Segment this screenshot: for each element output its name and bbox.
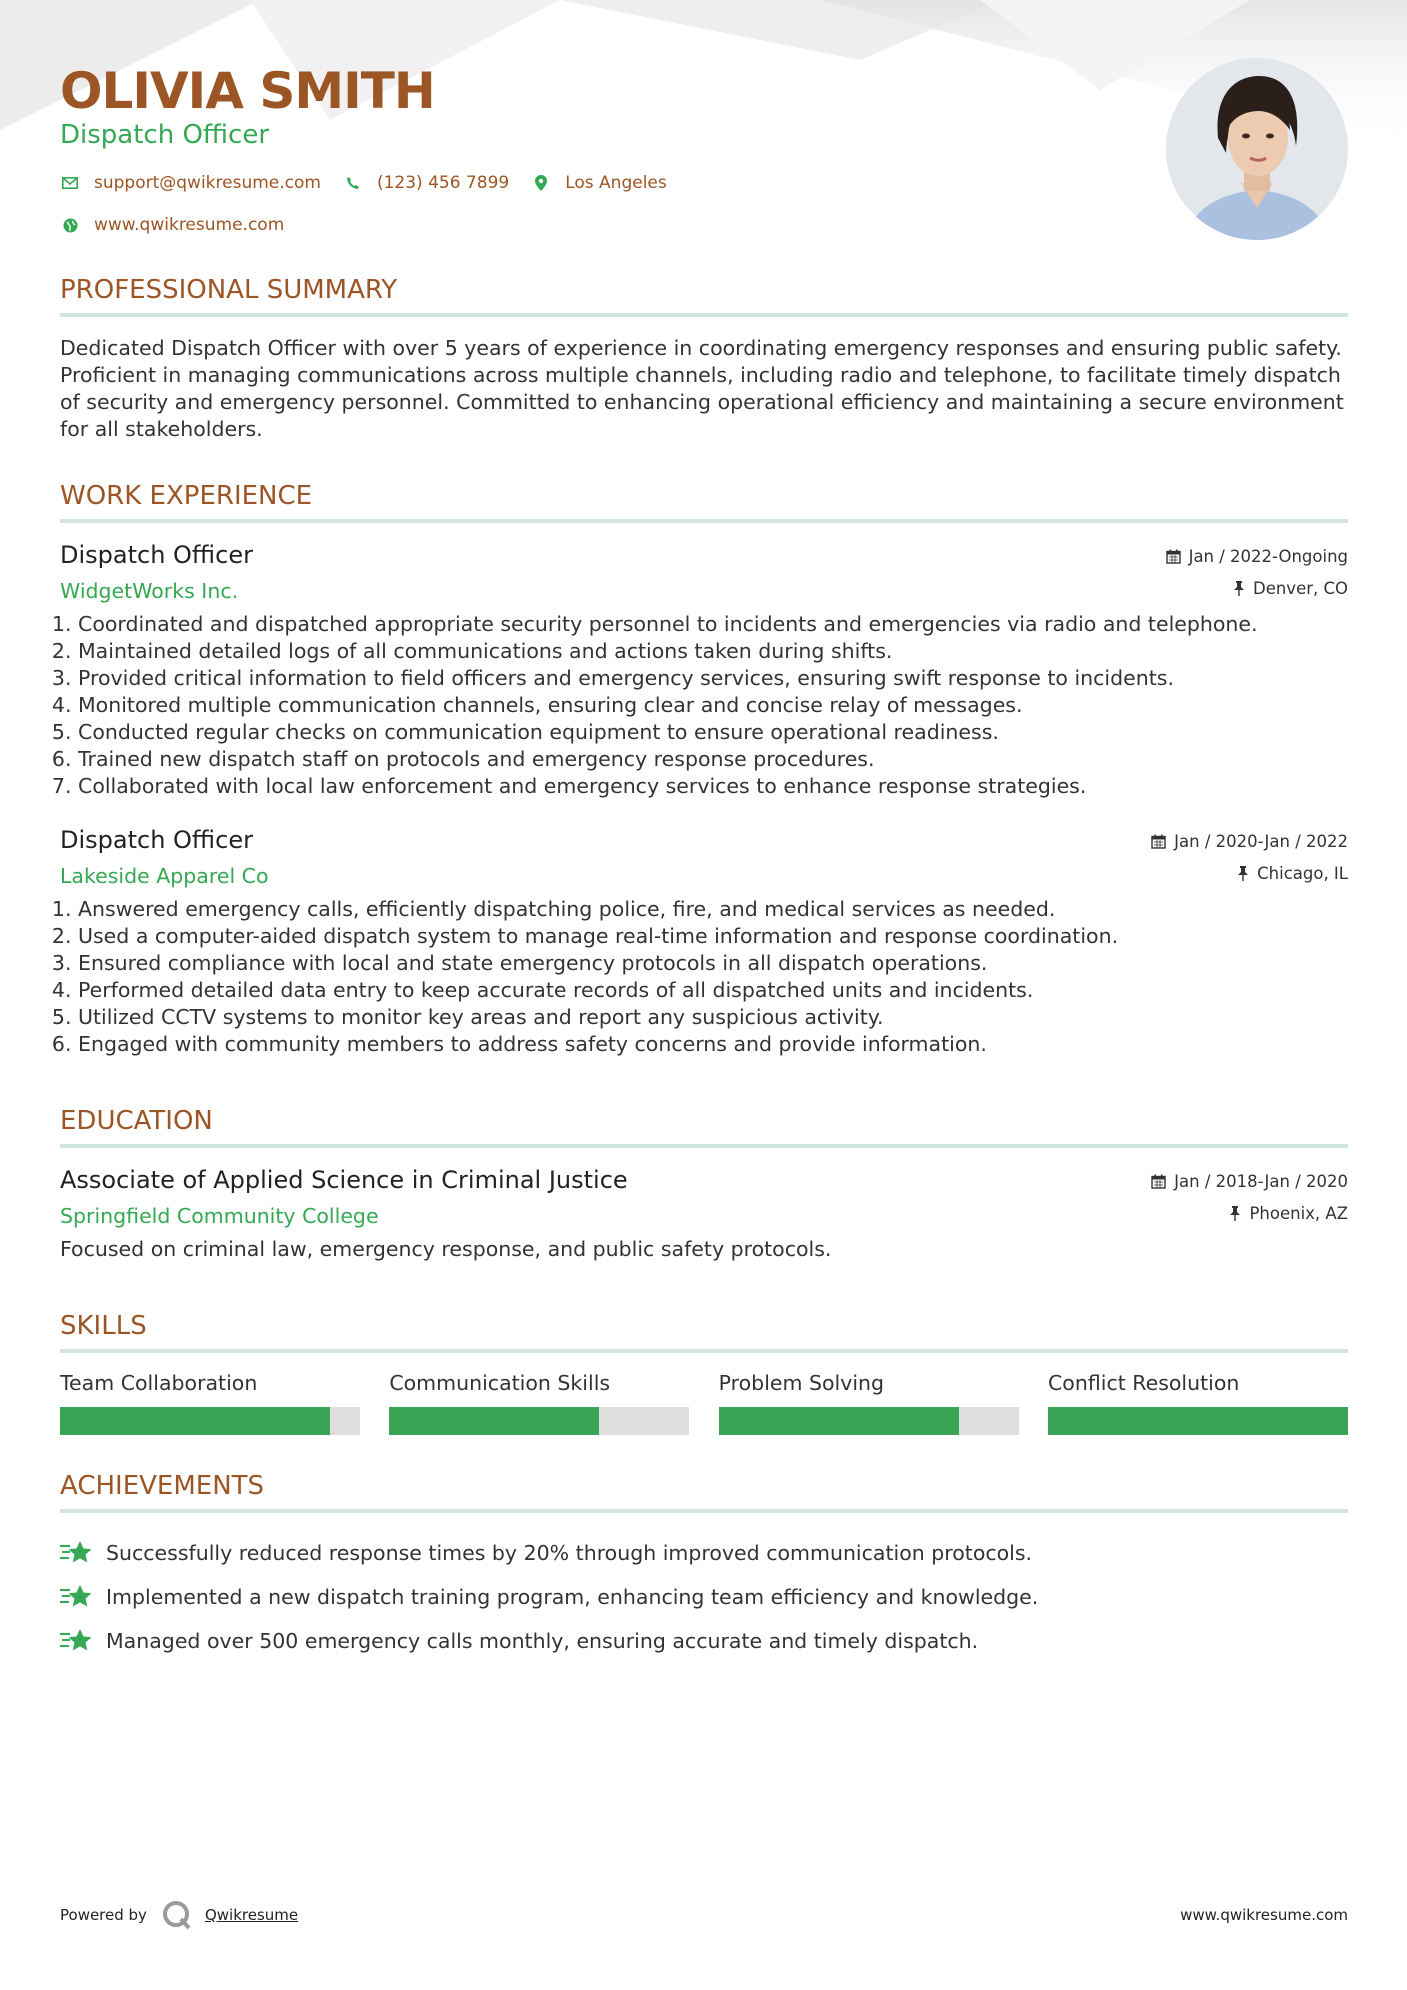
skill-name: Team Collaboration	[60, 1371, 258, 1395]
calendar-icon	[1166, 549, 1181, 564]
contact-location	[531, 173, 667, 193]
envelope-icon	[60, 173, 80, 193]
achievements-section	[60, 1471, 1348, 1663]
achievement-text: Managed over 500 emergency calls monthly, ensuring accurate and timely dispatch.	[106, 1629, 979, 1653]
job-date-text: Jan / 2020-Jan / 2022	[1174, 832, 1348, 851]
skill-item	[719, 1371, 1019, 1435]
location-text: Los Angeles	[565, 173, 667, 193]
globe-icon	[60, 215, 80, 235]
phone-icon	[343, 173, 363, 193]
job-entry	[60, 541, 1348, 800]
skills-list	[60, 1371, 1348, 1435]
phone-text: (123) 456 7899	[376, 173, 510, 193]
education-location-text: Phoenix, AZ	[1249, 1204, 1348, 1223]
job-location	[1237, 864, 1348, 883]
star-icon	[60, 1583, 96, 1611]
job-date-text: Jan / 2022-Ongoing	[1188, 547, 1348, 566]
achievement-item	[60, 1531, 1348, 1575]
skill-bar-fill	[389, 1407, 599, 1435]
calendar-icon	[1151, 834, 1166, 849]
candidate-name: OLIVIA SMITH	[60, 62, 435, 120]
job-date	[1151, 832, 1348, 851]
star-icon	[60, 1539, 96, 1567]
duty-item: 6. Engaged with community members to address safety concerns and provide information.	[78, 1031, 1348, 1058]
duty-item: 3. Ensured compliance with local and state emergency protocols in all dispatch operations.	[78, 950, 1348, 977]
skill-bar-fill	[1048, 1407, 1348, 1435]
achievement-text: Implemented a new dispatch training program, enhancing team efficiency and knowledge.	[106, 1585, 1039, 1609]
website-text: www.qwikresume.com	[94, 215, 285, 235]
star-icon	[60, 1627, 96, 1655]
degree-title: Associate of Applied Science in Criminal Justice	[60, 1166, 628, 1194]
summary-text: Dedicated Dispatch Officer with over 5 years of experience in coordinating emergency responses and ensuring public safety. Proficient in managing communications across multiple channels, including radio and telephone, to facilitate timely dispatch of security and emergency personnel. Committed to enhancing operational efficiency and maintaining a secure environment for all stakeholders.	[60, 336, 1344, 441]
job-company: Lakeside Apparel Co	[60, 864, 269, 888]
skill-name: Conflict Resolution	[1047, 1371, 1240, 1395]
job-entry	[60, 826, 1348, 1058]
duty-item: 6. Trained new dispatch staff on protocols and emergency response procedures.	[78, 746, 1348, 773]
education-location	[1229, 1204, 1348, 1223]
job-duties	[60, 896, 1348, 1058]
pushpin-icon	[1233, 581, 1245, 596]
job-location-text: Chicago, IL	[1257, 864, 1348, 883]
job-company: WidgetWorks Inc.	[60, 579, 239, 603]
skill-bar	[719, 1407, 1019, 1435]
achievements-title: ACHIEVEMENTS	[60, 1471, 1348, 1513]
skill-item	[60, 1371, 360, 1435]
education-section	[60, 1106, 1348, 1263]
job-date	[1166, 547, 1348, 566]
qwikresume-link[interactable]: Qwikresume	[204, 1906, 299, 1924]
contact-phone[interactable]	[343, 173, 509, 193]
education-title: EDUCATION	[60, 1106, 1348, 1148]
achievements-list	[60, 1531, 1348, 1663]
summary-section	[60, 275, 1348, 443]
experience-section	[60, 481, 1348, 1058]
job-location	[1233, 579, 1348, 598]
duty-item: 4. Monitored multiple communication channels, ensuring clear and concise relay of messages.	[78, 692, 1348, 719]
experience-title: WORK EXPERIENCE	[60, 481, 1348, 523]
skill-bar	[60, 1407, 360, 1435]
education-description: Focused on criminal law, emergency response, and public safety protocols.	[60, 1237, 832, 1261]
qwikresume-logo-icon	[161, 1899, 193, 1931]
duty-item: 5. Conducted regular checks on communication equipment to ensure operational readiness.	[78, 719, 1348, 746]
duty-item: 1. Answered emergency calls, efficiently dispatching police, fire, and medical services as needed.	[78, 896, 1348, 923]
skill-item	[1048, 1371, 1348, 1435]
duty-item: 1. Coordinated and dispatched appropriate security personnel to incidents and emergencies via radio and telephone.	[78, 611, 1348, 638]
achievement-text: Successfully reduced response times by 20% through improved communication protocols.	[106, 1541, 1033, 1565]
contact-row-web	[60, 215, 306, 235]
contact-email[interactable]	[60, 173, 321, 193]
profile-photo	[1166, 58, 1348, 240]
job-title: Dispatch Officer	[60, 541, 253, 569]
resume-page	[60, 0, 1348, 1663]
pushpin-icon	[1229, 1206, 1241, 1221]
summary-title: PROFESSIONAL SUMMARY	[60, 275, 1348, 317]
powered-by	[60, 1899, 298, 1931]
contact-row	[60, 173, 689, 193]
email-text: support@qwikresume.com	[94, 173, 321, 193]
footer-website[interactable]: www.qwikresume.com	[1180, 1906, 1348, 1924]
resume-header	[60, 0, 1348, 255]
duty-item: 2. Used a computer-aided dispatch system to manage real-time information and response coordination.	[78, 923, 1348, 950]
skill-item	[389, 1371, 689, 1435]
duty-item: 2. Maintained detailed logs of all communications and actions taken during shifts.	[78, 638, 1348, 665]
achievement-item	[60, 1575, 1348, 1619]
education-date-text: Jan / 2018-Jan / 2020	[1174, 1172, 1348, 1191]
skill-name: Problem Solving	[718, 1371, 885, 1395]
job-location-text: Denver, CO	[1252, 579, 1348, 598]
job-title: Dispatch Officer	[60, 826, 253, 854]
duty-item: 3. Provided critical information to field officers and emergency services, ensuring swift response to incidents.	[78, 665, 1348, 692]
pushpin-icon	[1237, 866, 1249, 881]
duty-item: 7. Collaborated with local law enforcement and emergency services to enhance response strategies.	[78, 773, 1348, 800]
candidate-role: Dispatch Officer	[60, 120, 270, 150]
skill-bar-fill	[719, 1407, 959, 1435]
education-entry	[60, 1166, 1348, 1263]
job-duties	[60, 611, 1348, 800]
skill-bar-fill	[60, 1407, 330, 1435]
skills-section	[60, 1311, 1348, 1435]
skill-name: Communication Skills	[389, 1371, 611, 1395]
skill-bar	[389, 1407, 689, 1435]
duty-item: 4. Performed detailed data entry to keep accurate records of all dispatched units and incidents.	[78, 977, 1348, 1004]
map-marker-icon	[531, 173, 551, 193]
skills-title: SKILLS	[60, 1311, 1348, 1353]
achievement-item	[60, 1619, 1348, 1663]
calendar-icon	[1151, 1174, 1166, 1189]
education-date	[1151, 1172, 1348, 1191]
skill-bar	[1048, 1407, 1348, 1435]
duty-item: 5. Utilized CCTV systems to monitor key areas and report any suspicious activity.	[78, 1004, 1348, 1031]
contact-website[interactable]	[60, 215, 284, 235]
school-name: Springfield Community College	[60, 1204, 379, 1228]
page-footer	[60, 1895, 1348, 1935]
powered-by-label: Powered by	[60, 1906, 147, 1924]
